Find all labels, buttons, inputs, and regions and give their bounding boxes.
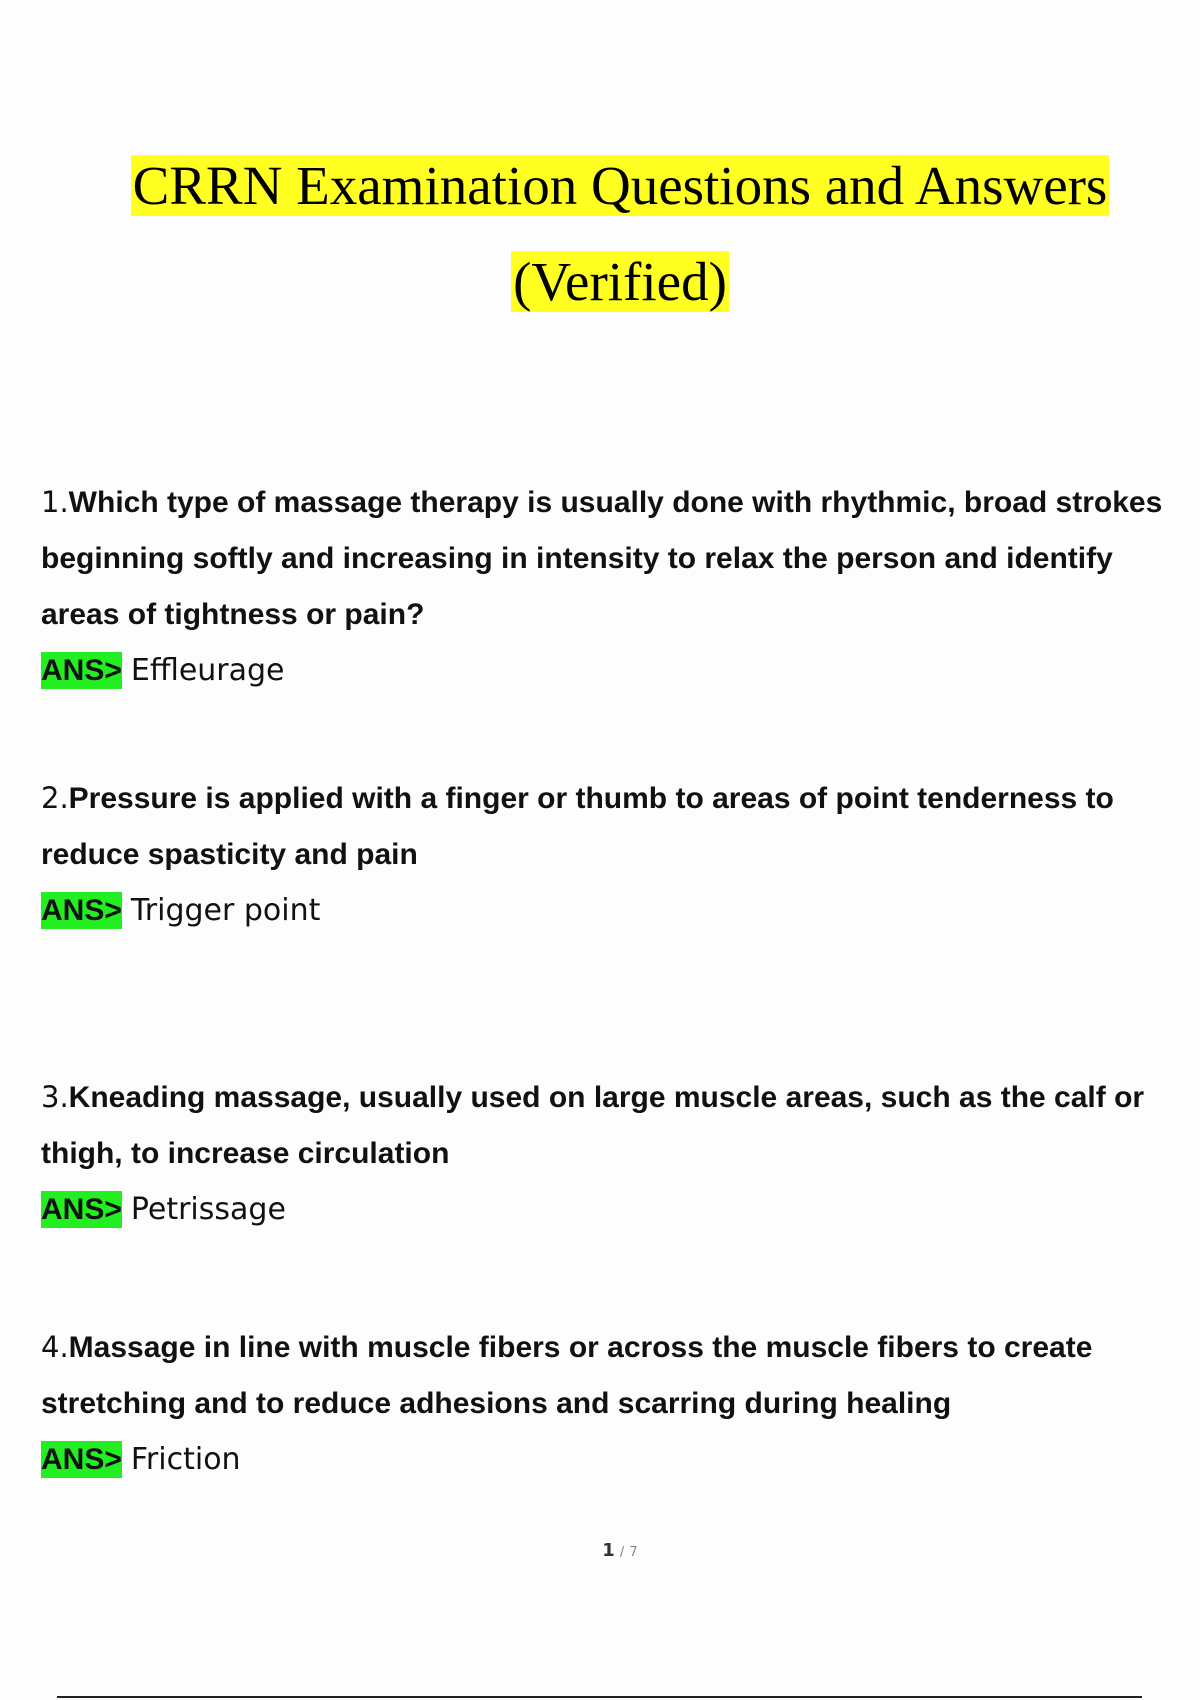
answer-row bbox=[41, 883, 1171, 939]
answer-text: Trigger point bbox=[130, 893, 321, 928]
question-number: 2. bbox=[41, 781, 69, 815]
title-line-1: CRRN Examination Questions and Answers bbox=[132, 155, 1108, 216]
question-text: Massage in line with muscle fibers or across the muscle fibers to create stretching and to reduce adhesions and scarring during healing bbox=[41, 1331, 1093, 1420]
page-separator: / bbox=[619, 1545, 625, 1560]
document-title bbox=[0, 138, 1200, 330]
question-number: 4. bbox=[41, 1330, 69, 1364]
title-line-2: (Verified) bbox=[513, 251, 727, 312]
question-text: Pressure is applied with a finger or thumb to areas of point tenderness to reduce spasticity and pain bbox=[41, 782, 1114, 871]
answer-text: Effleurage bbox=[130, 653, 285, 688]
answer-row bbox=[41, 1432, 1171, 1488]
page-number bbox=[0, 1540, 1200, 1561]
answer-text: Petrissage bbox=[130, 1192, 286, 1227]
answer-row bbox=[41, 1182, 1171, 1238]
question-2 bbox=[41, 770, 1171, 939]
question-number: 3. bbox=[41, 1080, 69, 1114]
answer-text: Friction bbox=[130, 1442, 241, 1477]
page-total: 7 bbox=[629, 1545, 638, 1560]
answer-label: ANS> bbox=[41, 1193, 122, 1226]
page-current: 1 bbox=[602, 1540, 615, 1561]
answer-label: ANS> bbox=[41, 1443, 122, 1476]
question-1 bbox=[41, 474, 1171, 699]
page-bottom-rule bbox=[57, 1696, 1142, 1698]
answer-row bbox=[41, 643, 1171, 699]
question-3 bbox=[41, 1069, 1171, 1238]
question-4 bbox=[41, 1319, 1171, 1488]
question-text: Kneading massage, usually used on large muscle areas, such as the calf or thigh, to increase circulation bbox=[41, 1081, 1145, 1170]
question-text: Which type of massage therapy is usually done with rhythmic, broad strokes beginning softly and increasing in intensity to relax the person and identify areas of tightness or pain? bbox=[41, 486, 1163, 631]
answer-label: ANS> bbox=[41, 894, 122, 927]
answer-label: ANS> bbox=[41, 654, 122, 687]
question-number: 1. bbox=[41, 485, 69, 519]
